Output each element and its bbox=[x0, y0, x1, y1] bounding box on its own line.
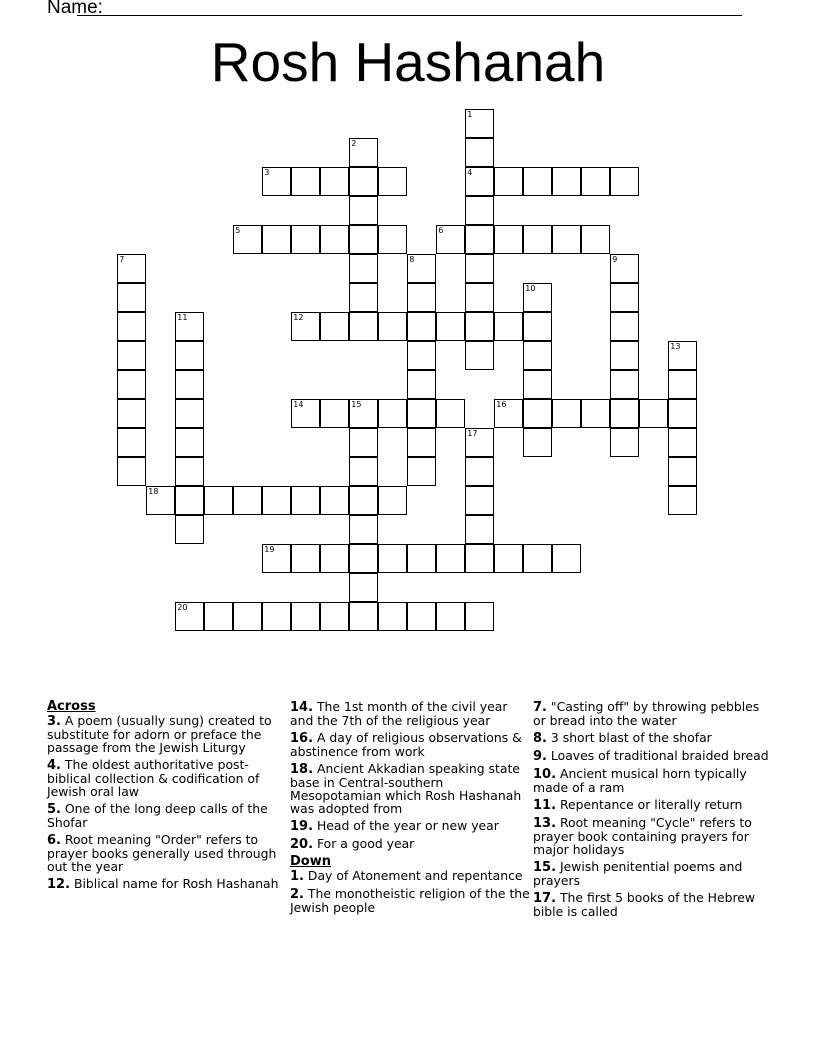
grid-cell[interactable] bbox=[465, 138, 494, 167]
grid-cell[interactable] bbox=[175, 399, 204, 428]
grid-cell[interactable] bbox=[349, 399, 378, 428]
grid-cell[interactable] bbox=[291, 399, 320, 428]
clue-item bbox=[47, 833, 287, 873]
grid-cell[interactable] bbox=[436, 225, 465, 254]
grid-cell[interactable] bbox=[465, 167, 494, 196]
grid-cell[interactable] bbox=[262, 225, 291, 254]
grid-cell[interactable] bbox=[291, 225, 320, 254]
grid-cell[interactable] bbox=[175, 602, 204, 631]
grid-cell[interactable] bbox=[465, 109, 494, 138]
clue-number: 1 bbox=[467, 110, 473, 120]
grid-cell[interactable] bbox=[668, 341, 697, 370]
down-heading: Down bbox=[290, 854, 331, 869]
clue-number: 19 bbox=[264, 545, 275, 555]
clue-number: 8. bbox=[533, 731, 547, 746]
clue-text: For a good year bbox=[313, 836, 415, 851]
grid-cell[interactable] bbox=[407, 254, 436, 283]
grid-cell[interactable] bbox=[291, 486, 320, 515]
clue-number: 3. bbox=[47, 714, 61, 729]
clues-column-2 bbox=[290, 700, 530, 918]
grid-cell[interactable] bbox=[610, 283, 639, 312]
grid-cell[interactable] bbox=[262, 602, 291, 631]
grid-cell[interactable] bbox=[465, 515, 494, 544]
grid-cell[interactable] bbox=[262, 544, 291, 573]
clue-number: 11 bbox=[177, 313, 188, 323]
clue-number: 5 bbox=[235, 226, 241, 236]
clue-item bbox=[290, 837, 530, 851]
grid-cell[interactable] bbox=[320, 486, 349, 515]
clue-text: The first 5 books of the Hebrew bible is called bbox=[533, 890, 756, 919]
grid-cell[interactable] bbox=[407, 370, 436, 399]
grid-cell[interactable] bbox=[668, 370, 697, 399]
clue-number: 12 bbox=[293, 313, 304, 323]
clue-text: Ancient Akkadian speaking state base in Central-southern Mesopotamian which Rosh Hashanah was adopted from bbox=[290, 761, 522, 816]
grid-cell[interactable] bbox=[465, 196, 494, 225]
clue-item bbox=[47, 714, 287, 754]
clue-number: 17 bbox=[467, 429, 478, 439]
grid-cell[interactable] bbox=[552, 225, 581, 254]
grid-cell[interactable] bbox=[436, 312, 465, 341]
clue-text: Day of Atonement and repentance bbox=[303, 868, 523, 883]
grid-cell[interactable] bbox=[610, 399, 639, 428]
clue-number: 10. bbox=[533, 767, 557, 782]
grid-cell[interactable] bbox=[117, 428, 146, 457]
grid-cell[interactable] bbox=[494, 312, 523, 341]
grid-cell[interactable] bbox=[465, 486, 494, 515]
grid-cell[interactable] bbox=[523, 399, 552, 428]
grid-cell[interactable] bbox=[349, 544, 378, 573]
grid-cell[interactable] bbox=[378, 225, 407, 254]
grid-cell[interactable] bbox=[552, 544, 581, 573]
clue-text: 3 short blast of the shofar bbox=[546, 730, 712, 745]
grid-cell[interactable] bbox=[349, 428, 378, 457]
clue-number: 9 bbox=[612, 255, 618, 265]
grid-cell[interactable] bbox=[552, 167, 581, 196]
grid-cell[interactable] bbox=[494, 399, 523, 428]
grid-cell[interactable] bbox=[668, 486, 697, 515]
grid-cell[interactable] bbox=[465, 457, 494, 486]
clue-number: 7. bbox=[533, 700, 547, 715]
clue-text: The oldest authoritative post-biblical collection & codification of Jewish oral law bbox=[47, 757, 260, 799]
clue-text: Head of the year or new year bbox=[313, 818, 499, 833]
clue-text: Biblical name for Rosh Hashanah bbox=[70, 876, 279, 891]
grid-cell[interactable] bbox=[407, 544, 436, 573]
clue-item bbox=[47, 758, 287, 798]
grid-cell[interactable] bbox=[639, 399, 668, 428]
clue-number: 7 bbox=[119, 255, 125, 265]
clue-item bbox=[290, 700, 530, 727]
clue-text: Repentance or literally return bbox=[556, 797, 743, 812]
grid-cell[interactable] bbox=[175, 515, 204, 544]
grid-cell[interactable] bbox=[349, 167, 378, 196]
clue-item bbox=[47, 877, 287, 891]
grid-cell[interactable] bbox=[349, 196, 378, 225]
clue-item bbox=[290, 887, 530, 914]
grid-cell[interactable] bbox=[117, 283, 146, 312]
grid-cell[interactable] bbox=[668, 457, 697, 486]
clue-text: Ancient musical horn typically made of a ram bbox=[533, 766, 747, 795]
clue-number: 17. bbox=[533, 891, 557, 906]
clue-number: 14 bbox=[293, 400, 304, 410]
grid-cell[interactable] bbox=[378, 602, 407, 631]
clue-item bbox=[290, 762, 530, 815]
clue-number: 2 bbox=[351, 139, 357, 149]
name-label: Name: bbox=[47, 0, 103, 18]
grid-cell[interactable] bbox=[668, 399, 697, 428]
clue-number: 9. bbox=[533, 749, 547, 764]
grid-cell[interactable] bbox=[523, 225, 552, 254]
grid-cell[interactable] bbox=[523, 283, 552, 312]
grid-cell[interactable] bbox=[436, 602, 465, 631]
grid-cell[interactable] bbox=[407, 341, 436, 370]
clue-number: 12. bbox=[47, 877, 71, 892]
grid-cell[interactable] bbox=[349, 254, 378, 283]
grid-cell[interactable] bbox=[378, 399, 407, 428]
clue-number: 8 bbox=[409, 255, 415, 265]
grid-cell[interactable] bbox=[291, 602, 320, 631]
grid-cell[interactable] bbox=[581, 225, 610, 254]
grid-cell[interactable] bbox=[494, 225, 523, 254]
grid-cell[interactable] bbox=[436, 544, 465, 573]
grid-cell[interactable] bbox=[262, 167, 291, 196]
grid-cell[interactable] bbox=[204, 486, 233, 515]
clue-text: One of the long deep calls of the Shofar bbox=[47, 801, 268, 830]
grid-cell[interactable] bbox=[233, 225, 262, 254]
grid-cell[interactable] bbox=[349, 312, 378, 341]
grid-cell[interactable] bbox=[175, 370, 204, 399]
grid-cell[interactable] bbox=[407, 457, 436, 486]
grid-cell[interactable] bbox=[610, 370, 639, 399]
clue-item bbox=[533, 749, 773, 763]
grid-cell[interactable] bbox=[175, 486, 204, 515]
grid-cell[interactable] bbox=[378, 544, 407, 573]
grid-cell[interactable] bbox=[407, 602, 436, 631]
clue-number: 14. bbox=[290, 700, 314, 715]
grid-cell[interactable] bbox=[320, 225, 349, 254]
clue-number: 20. bbox=[290, 837, 314, 852]
clue-number: 13 bbox=[670, 342, 681, 352]
clue-item bbox=[533, 816, 773, 856]
clue-number: 20 bbox=[177, 603, 188, 613]
grid-cell[interactable] bbox=[262, 486, 291, 515]
grid-cell[interactable] bbox=[175, 312, 204, 341]
grid-cell[interactable] bbox=[349, 486, 378, 515]
name-input-line[interactable] bbox=[77, 15, 742, 16]
grid-cell[interactable] bbox=[523, 312, 552, 341]
clue-item bbox=[533, 767, 773, 794]
clue-item bbox=[533, 891, 773, 918]
clue-item bbox=[290, 869, 530, 883]
clue-number: 10 bbox=[525, 284, 536, 294]
clue-text: Root meaning "Order" refers to prayer books generally used through out the year bbox=[47, 832, 277, 874]
grid-cell[interactable] bbox=[117, 312, 146, 341]
grid-cell[interactable] bbox=[465, 341, 494, 370]
clue-number: 6. bbox=[47, 833, 61, 848]
grid-cell[interactable] bbox=[117, 399, 146, 428]
grid-cell[interactable] bbox=[523, 341, 552, 370]
across-heading: Across bbox=[47, 699, 96, 714]
grid-cell[interactable] bbox=[465, 602, 494, 631]
grid-cell[interactable] bbox=[291, 167, 320, 196]
grid-cell[interactable] bbox=[494, 167, 523, 196]
grid-cell[interactable] bbox=[465, 225, 494, 254]
grid-cell[interactable] bbox=[523, 544, 552, 573]
grid-cell[interactable] bbox=[320, 399, 349, 428]
grid-cell[interactable] bbox=[175, 428, 204, 457]
clue-item bbox=[47, 802, 287, 829]
clue-number: 16. bbox=[290, 731, 314, 746]
grid-cell[interactable] bbox=[233, 602, 262, 631]
clues-column-3 bbox=[533, 700, 773, 922]
grid-cell[interactable] bbox=[407, 312, 436, 341]
grid-cell[interactable] bbox=[465, 254, 494, 283]
grid-cell[interactable] bbox=[291, 544, 320, 573]
clue-number: 5. bbox=[47, 802, 61, 817]
grid-cell[interactable] bbox=[523, 428, 552, 457]
clue-item bbox=[533, 700, 773, 727]
clue-number: 4 bbox=[467, 168, 473, 178]
grid-cell[interactable] bbox=[233, 486, 262, 515]
clues-column-1 bbox=[47, 700, 287, 895]
grid-cell[interactable] bbox=[349, 283, 378, 312]
clue-item bbox=[533, 731, 773, 745]
clue-number: 15 bbox=[351, 400, 362, 410]
clue-number: 18. bbox=[290, 762, 314, 777]
clue-number: 6 bbox=[438, 226, 444, 236]
grid-cell[interactable] bbox=[378, 167, 407, 196]
clue-text: A day of religious observations & abstinence from work bbox=[290, 730, 522, 759]
clue-text: "Casting off" by throwing pebbles or bread into the water bbox=[533, 699, 760, 728]
clue-number: 1. bbox=[290, 869, 304, 884]
grid-cell[interactable] bbox=[320, 312, 349, 341]
grid-cell[interactable] bbox=[320, 602, 349, 631]
clue-number: 13. bbox=[533, 816, 557, 831]
grid-cell[interactable] bbox=[494, 544, 523, 573]
grid-cell[interactable] bbox=[523, 167, 552, 196]
clue-number: 2. bbox=[290, 887, 304, 902]
grid-cell[interactable] bbox=[407, 399, 436, 428]
grid-cell[interactable] bbox=[349, 457, 378, 486]
grid-cell[interactable] bbox=[320, 167, 349, 196]
grid-cell[interactable] bbox=[436, 399, 465, 428]
grid-cell[interactable] bbox=[552, 399, 581, 428]
grid-cell[interactable] bbox=[581, 167, 610, 196]
grid-cell[interactable] bbox=[465, 544, 494, 573]
grid-cell[interactable] bbox=[349, 515, 378, 544]
grid-cell[interactable] bbox=[117, 370, 146, 399]
clue-text: Jewish penitential poems and prayers bbox=[533, 859, 743, 888]
grid-cell[interactable] bbox=[407, 428, 436, 457]
grid-cell[interactable] bbox=[581, 399, 610, 428]
grid-cell[interactable] bbox=[378, 312, 407, 341]
grid-cell[interactable] bbox=[117, 254, 146, 283]
grid-cell[interactable] bbox=[204, 602, 233, 631]
grid-cell[interactable] bbox=[175, 457, 204, 486]
grid-cell[interactable] bbox=[610, 167, 639, 196]
clue-number: 3 bbox=[264, 168, 270, 178]
grid-cell[interactable] bbox=[465, 283, 494, 312]
clue-text: Loaves of traditional braided bread bbox=[546, 748, 769, 763]
clue-item bbox=[533, 798, 773, 812]
grid-cell[interactable] bbox=[349, 602, 378, 631]
clue-number: 15. bbox=[533, 860, 557, 875]
grid-cell[interactable] bbox=[610, 428, 639, 457]
grid-cell[interactable] bbox=[407, 283, 436, 312]
clue-number: 19. bbox=[290, 819, 314, 834]
grid-cell[interactable] bbox=[349, 138, 378, 167]
clue-text: The 1st month of the civil year and the 7th of the religious year bbox=[290, 699, 508, 728]
grid-cell[interactable] bbox=[349, 573, 378, 602]
grid-cell[interactable] bbox=[117, 341, 146, 370]
clue-item bbox=[290, 819, 530, 833]
clue-number: 4. bbox=[47, 758, 61, 773]
grid-cell[interactable] bbox=[465, 428, 494, 457]
page-title: Rosh Hashanah bbox=[210, 31, 606, 93]
grid-cell[interactable] bbox=[378, 486, 407, 515]
clue-item bbox=[290, 731, 530, 758]
grid-cell[interactable] bbox=[465, 312, 494, 341]
clue-text: Root meaning "Cycle" refers to prayer book containing prayers for major holidays bbox=[533, 815, 752, 857]
grid-cell[interactable] bbox=[668, 428, 697, 457]
grid-cell[interactable] bbox=[610, 312, 639, 341]
clue-number: 16 bbox=[496, 400, 507, 410]
grid-cell[interactable] bbox=[610, 341, 639, 370]
grid-cell[interactable] bbox=[523, 370, 552, 399]
clue-text: A poem (usually sung) created to substitute for adorn or preface the passage from the Jewish Liturgy bbox=[47, 713, 272, 755]
grid-cell[interactable] bbox=[117, 457, 146, 486]
grid-cell[interactable] bbox=[291, 312, 320, 341]
clue-number: 11. bbox=[533, 798, 557, 813]
clue-number: 18 bbox=[148, 487, 159, 497]
clue-text: The monotheistic religion of the the Jewish people bbox=[290, 886, 530, 915]
grid-cell[interactable] bbox=[610, 254, 639, 283]
grid-cell[interactable] bbox=[175, 341, 204, 370]
grid-cell[interactable] bbox=[320, 544, 349, 573]
grid-cell[interactable] bbox=[146, 486, 175, 515]
grid-cell[interactable] bbox=[349, 225, 378, 254]
clue-item bbox=[533, 860, 773, 887]
